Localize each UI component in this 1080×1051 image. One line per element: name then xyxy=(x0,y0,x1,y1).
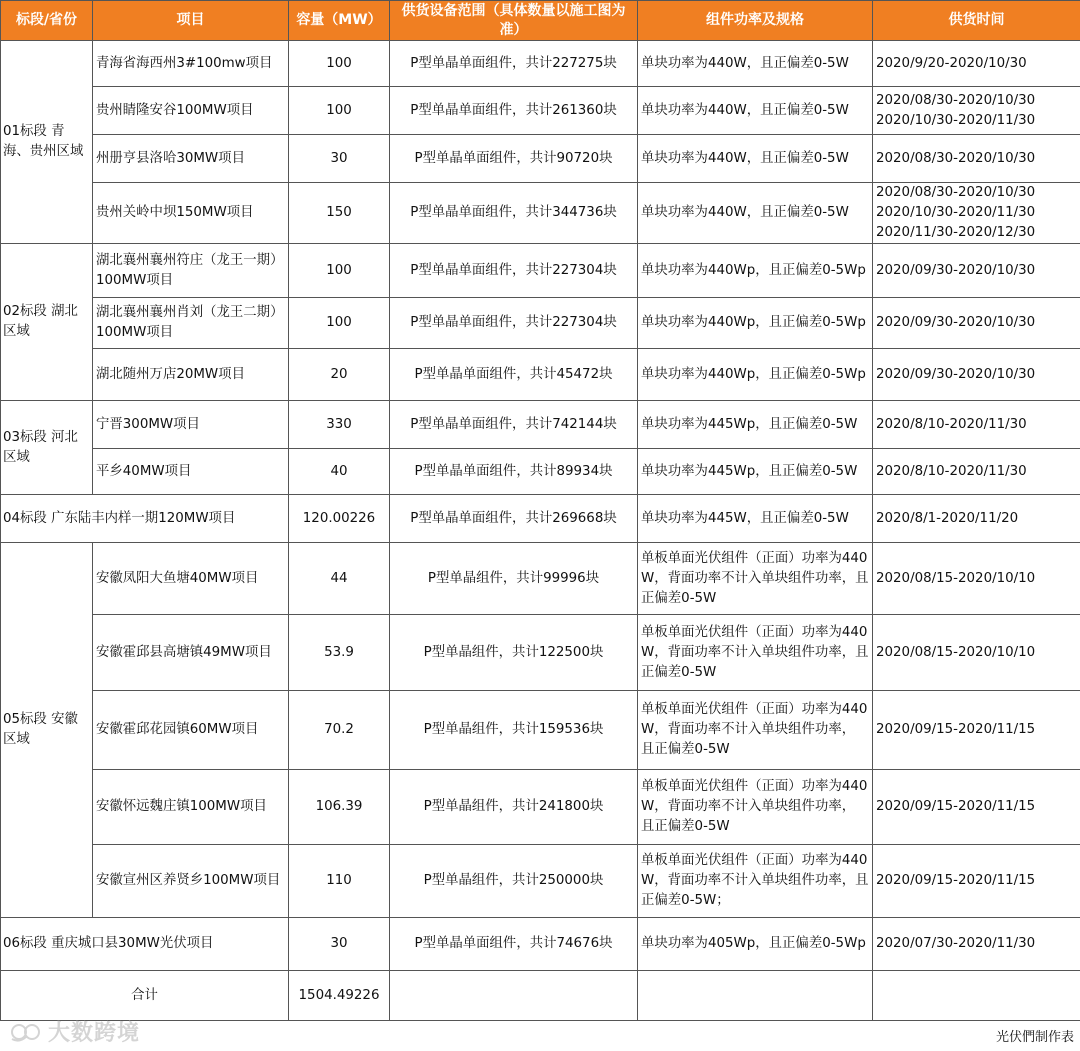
spec-cell: 单板单面光伏组件（正面）功率为440W，背面功率不计入单块组件功率，且正偏差0-5W xyxy=(638,615,873,691)
table-row xyxy=(1,691,1080,770)
time-line: 2020/8/10-2020/11/30 xyxy=(876,416,1027,432)
table-header-row xyxy=(1,1,1080,41)
table-row xyxy=(1,845,1080,918)
project-cell: 贵州睛隆安谷100MW项目 xyxy=(93,87,289,135)
project-cell: 湖北襄州襄州肖刘（龙王二期）100MW项目 xyxy=(93,298,289,349)
table-row xyxy=(1,298,1080,349)
project-cell: 州册亨县洛哈30MW项目 xyxy=(93,135,289,183)
table-row xyxy=(1,244,1080,298)
scope-cell: P型单晶单面组件，共计742144块 xyxy=(390,401,638,449)
time-line: 2020/08/30-2020/10/30 xyxy=(876,150,1036,166)
scope-cell: P型单晶单面组件，共计344736块 xyxy=(390,183,638,244)
segment-cell: 04标段 广东陆丰内样一期120MW项目 xyxy=(1,495,289,543)
table-row xyxy=(1,615,1080,691)
project-cell: 宁晋300MW项目 xyxy=(93,401,289,449)
time-line: 2020/09/30-2020/10/30 xyxy=(876,262,1036,278)
spec-cell: 单块功率为440W，且正偏差0-5W xyxy=(638,41,873,87)
spec-cell: 单块功率为405Wp，且正偏差0-5Wp xyxy=(638,918,873,971)
spec-cell: 单板单面光伏组件（正面）功率为440W，背面功率不计入单块组件功率， 且正偏差0-5W xyxy=(638,691,873,770)
table-row xyxy=(1,543,1080,615)
time-line: 2020/09/30-2020/10/30 xyxy=(876,366,1036,382)
scope-cell: P型单晶单面组件，共计89934块 xyxy=(390,449,638,495)
time-line: 2020/10/30-2020/11/30 xyxy=(876,205,1036,220)
time-line: 2020/08/30-2020/10/30 xyxy=(876,92,1036,108)
capacity-cell: 53.9 xyxy=(289,615,390,691)
header-scope: 供货设备范围（具体数量以施工图为准） xyxy=(390,1,638,41)
capacity-cell: 70.2 xyxy=(289,691,390,770)
scope-cell: P型单晶组件，共计122500块 xyxy=(390,615,638,691)
table-row xyxy=(1,183,1080,244)
scope-cell: P型单晶单面组件，共计227275块 xyxy=(390,41,638,87)
capacity-cell: 44 xyxy=(289,543,390,615)
table-row xyxy=(1,495,1080,543)
table-row xyxy=(1,41,1080,87)
time-line: 2020/8/10-2020/11/30 xyxy=(876,463,1027,479)
scope-cell: P型单晶单面组件，共计45472块 xyxy=(390,349,638,401)
spec-cell: 单块功率为445W，且正偏差0-5W xyxy=(638,495,873,543)
time-line: 2020/9/20-2020/10/30 xyxy=(876,55,1027,71)
scope-cell: P型单晶组件，共计99996块 xyxy=(390,543,638,615)
scope-cell: P型单晶单面组件，共计261360块 xyxy=(390,87,638,135)
total-row xyxy=(1,971,1080,1021)
table-row xyxy=(1,401,1080,449)
segment-cell: 02标段 湖北区域 xyxy=(1,244,93,401)
spec-cell: 单块功率为440W，且正偏差0-5W xyxy=(638,183,873,244)
time-line: 2020/09/30-2020/10/30 xyxy=(876,315,1036,330)
spec-cell: 单板单面光伏组件（正面）功率为440W，背面功率不计入单块组件功率，且正偏差0-5W xyxy=(638,543,873,615)
time-cell xyxy=(873,770,1080,845)
time-line: 2020/09/15-2020/11/15 xyxy=(876,873,1036,888)
time-line: 2020/09/15-2020/11/15 xyxy=(876,722,1036,737)
time-line: 2020/09/15-2020/11/15 xyxy=(876,799,1036,814)
spec-cell: 单板单面光伏组件（正面）功率为440W，背面功率不计入单块组件功率，且正偏差0-5W； xyxy=(638,845,873,918)
watermark xyxy=(10,1016,140,1047)
spec-cell: 单块功率为440Wp，且正偏差0-5Wp xyxy=(638,349,873,401)
time-line: 2020/08/15-2020/10/10 xyxy=(876,644,1036,660)
header-time: 供货时间 xyxy=(873,1,1080,41)
time-line: 2020/08/30-2020/10/30 xyxy=(876,185,1036,200)
table-row xyxy=(1,349,1080,401)
segment-cell: 01标段 青海、贵州区域 xyxy=(1,41,93,244)
time-cell xyxy=(873,918,1080,971)
scope-cell: P型单晶组件，共计250000块 xyxy=(390,845,638,918)
scope-cell: P型单晶单面组件，共计227304块 xyxy=(390,298,638,349)
scope-cell: P型单晶单面组件，共计227304块 xyxy=(390,244,638,298)
capacity-cell: 100 xyxy=(289,298,390,349)
capacity-cell: 30 xyxy=(289,135,390,183)
capacity-cell: 120.00226 xyxy=(289,495,390,543)
empty-cell xyxy=(638,971,873,1021)
header-capacity: 容量（MW） xyxy=(289,1,390,41)
time-line: 2020/07/30-2020/11/30 xyxy=(876,936,1036,951)
capacity-cell: 100 xyxy=(289,41,390,87)
table-row xyxy=(1,135,1080,183)
project-cell: 贵州关岭中坝150MW项目 xyxy=(93,183,289,244)
time-cell xyxy=(873,244,1080,298)
time-cell xyxy=(873,135,1080,183)
table-row xyxy=(1,87,1080,135)
scope-cell: P型单晶单面组件，共计269668块 xyxy=(390,495,638,543)
watermark-text: 大数跨境 xyxy=(48,1021,141,1046)
capacity-cell: 106.39 xyxy=(289,770,390,845)
empty-cell xyxy=(873,971,1080,1021)
time-cell xyxy=(873,615,1080,691)
segment-cell: 05标段 安徽区域 xyxy=(1,543,93,918)
time-line: 2020/8/1-2020/11/20 xyxy=(876,510,1019,526)
time-cell xyxy=(873,449,1080,495)
spec-cell: 单块功率为440Wp，且正偏差0-5Wp xyxy=(638,244,873,298)
scope-cell: P型单晶单面组件，共计74676块 xyxy=(390,918,638,971)
time-cell xyxy=(873,298,1080,349)
header-project: 项目 xyxy=(93,1,289,41)
time-cell xyxy=(873,401,1080,449)
scope-cell: P型单晶组件，共计159536块 xyxy=(390,691,638,770)
capacity-cell: 30 xyxy=(289,918,390,971)
table-row xyxy=(1,770,1080,845)
table-row xyxy=(1,918,1080,971)
time-cell xyxy=(873,183,1080,244)
capacity-cell: 40 xyxy=(289,449,390,495)
spec-cell: 单块功率为445Wp，且正偏差0-5W xyxy=(638,401,873,449)
capacity-cell: 20 xyxy=(289,349,390,401)
segment-cell: 06标段 重庆城口县30MW光伏项目 xyxy=(1,918,289,971)
project-cell: 安徽霍邱花园镇60MW项目 xyxy=(93,691,289,770)
time-line: 2020/08/15-2020/10/10 xyxy=(876,570,1036,586)
spec-cell: 单块功率为445Wp，且正偏差0-5W xyxy=(638,449,873,495)
capacity-cell: 100 xyxy=(289,244,390,298)
capacity-cell: 330 xyxy=(289,401,390,449)
capacity-cell: 150 xyxy=(289,183,390,244)
scope-cell: P型单晶单面组件，共计90720块 xyxy=(390,135,638,183)
time-cell xyxy=(873,349,1080,401)
time-cell xyxy=(873,87,1080,135)
project-cell: 安徽宣州区养贤乡100MW项目 xyxy=(93,845,289,918)
header-segment: 标段/省份 xyxy=(1,1,93,41)
time-cell xyxy=(873,41,1080,87)
project-cell: 安徽凤阳大鱼塘40MW项目 xyxy=(93,543,289,615)
time-line: 2020/11/30-2020/12/30 xyxy=(876,225,1036,240)
time-cell xyxy=(873,845,1080,918)
project-cell: 安徽怀远魏庄镇100MW项目 xyxy=(93,770,289,845)
total-value: 1504.49226 xyxy=(289,971,390,1021)
project-cell: 湖北随州万店20MW项目 xyxy=(93,349,289,401)
time-line: 2020/10/30-2020/11/30 xyxy=(876,112,1036,128)
scope-cell: P型单晶组件，共计241800块 xyxy=(390,770,638,845)
project-cell: 湖北襄州襄州符庄（龙王一期）100MW项目 xyxy=(93,244,289,298)
header-spec: 组件功率及规格 xyxy=(638,1,873,41)
spec-cell: 单块功率为440Wp，且正偏差0-5Wp xyxy=(638,298,873,349)
project-cell: 安徽霍邱县高塘镇49MW项目 xyxy=(93,615,289,691)
project-cell: 青海省海西州3#100mw项目 xyxy=(93,41,289,87)
spec-cell: 单块功率为440W，且正偏差0-5W xyxy=(638,135,873,183)
capacity-cell: 100 xyxy=(289,87,390,135)
spec-cell: 单板单面光伏组件（正面）功率为440W，背面功率不计入单块组件功率， 且正偏差0-5W xyxy=(638,770,873,845)
segment-cell: 03标段 河北区域 xyxy=(1,401,93,495)
empty-cell xyxy=(390,971,638,1021)
table-row xyxy=(1,449,1080,495)
spec-cell: 单块功率为440W，且正偏差0-5W xyxy=(638,87,873,135)
time-cell xyxy=(873,495,1080,543)
project-cell: 平乡40MW项目 xyxy=(93,449,289,495)
logo-icon xyxy=(10,1021,44,1043)
time-cell xyxy=(873,691,1080,770)
credit-text: 光伏們制作表 xyxy=(995,1030,1074,1045)
time-cell xyxy=(873,543,1080,615)
total-label: 合计 xyxy=(1,971,289,1021)
capacity-cell: 110 xyxy=(289,845,390,918)
